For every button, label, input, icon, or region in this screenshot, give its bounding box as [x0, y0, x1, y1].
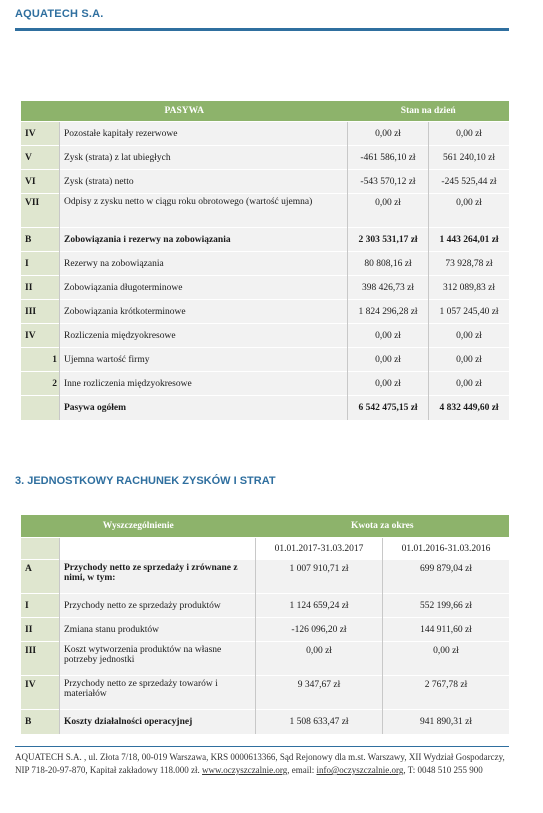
- row-label: Inne rozliczenia międzyokresowe: [60, 372, 348, 396]
- row-value-previous: 552 199,66 zł: [383, 594, 510, 618]
- row-value-current: 1 124 659,24 zł: [256, 594, 383, 618]
- table-row: [21, 618, 509, 642]
- row-value-current: -126 096,20 zł: [256, 618, 383, 642]
- row-label: Przychody netto ze sprzedaży produktów: [60, 594, 256, 618]
- row-value-current: 9 347,67 zł: [256, 676, 383, 710]
- table-row: [21, 252, 509, 276]
- row-value-previous: 4 832 449,60 zł: [429, 396, 510, 420]
- row-value-previous: 0,00 zł: [429, 122, 510, 146]
- row-label: Zobowiązania długoterminowe: [60, 276, 348, 300]
- row-id: III: [21, 300, 60, 324]
- row-label: Rezerwy na zobowiązania: [60, 252, 348, 276]
- row-value-previous: 941 890,31 zł: [383, 710, 510, 734]
- row-id: V: [21, 146, 60, 170]
- row-label: Przychody netto ze sprzedaży towarów i materiałów: [60, 676, 256, 710]
- row-label: Zmiana stanu produktów: [60, 618, 256, 642]
- row-id: 1: [21, 348, 60, 372]
- period-current: 01.01.2017-31.03.2017: [256, 538, 383, 560]
- table-row: [21, 300, 509, 324]
- row-value-current: 1 007 910,71 zł: [256, 560, 383, 594]
- row-value-previous: 0,00 zł: [429, 348, 510, 372]
- row-id: VI: [21, 170, 60, 194]
- row-id: B: [21, 710, 60, 734]
- row-value-previous: 144 911,60 zł: [383, 618, 510, 642]
- period-previous: 01.01.2016-31.03.2016: [383, 538, 510, 560]
- row-value-current: 0,00 zł: [348, 372, 429, 396]
- row-value-current: 0,00 zł: [256, 642, 383, 676]
- row-label: Pasywa ogółem: [60, 396, 348, 420]
- period-amount-header: Kwota za okres: [256, 515, 510, 538]
- table-row: [21, 324, 509, 348]
- passives-header: PASYWA: [21, 101, 348, 122]
- row-label: Odpisy z zysku netto w ciągu roku obrotowego (wartość ujemna): [60, 194, 348, 228]
- row-id: IV: [21, 324, 60, 348]
- row-value-current: 2 303 531,17 zł: [348, 228, 429, 252]
- table-row: [21, 194, 509, 228]
- footer-email-link[interactable]: info@oczyszczalnie.org: [316, 765, 404, 775]
- row-value-previous: 0,00 zł: [429, 194, 510, 228]
- row-id: I: [21, 594, 60, 618]
- row-id: IV: [21, 676, 60, 710]
- row-value-previous: -245 525,44 zł: [429, 170, 510, 194]
- row-value-current: 398 426,73 zł: [348, 276, 429, 300]
- table-row: [21, 348, 509, 372]
- footer: [15, 751, 509, 777]
- row-value-previous: 0,00 zł: [429, 372, 510, 396]
- table-row: [21, 642, 509, 676]
- row-value-previous: 699 879,04 zł: [383, 560, 510, 594]
- row-id: I: [21, 252, 60, 276]
- row-label: Zobowiązania krótkoterminowe: [60, 300, 348, 324]
- table-row: [21, 710, 509, 734]
- row-label: Koszt wytworzenia produktów na własne potrzeby jednostki: [60, 642, 256, 676]
- row-id: A: [21, 560, 60, 594]
- footer-website-link[interactable]: www.oczyszczalnie.org: [202, 765, 288, 775]
- row-value-previous: 1 057 245,40 zł: [429, 300, 510, 324]
- company-name: AQUATECH S.A.: [15, 8, 104, 20]
- row-value-previous: 1 443 264,01 zł: [429, 228, 510, 252]
- table-row: [21, 276, 509, 300]
- row-value-current: 0,00 zł: [348, 194, 429, 228]
- row-id: [21, 396, 60, 420]
- income-statement-table: [21, 515, 509, 734]
- row-id: 2: [21, 372, 60, 396]
- row-id: II: [21, 276, 60, 300]
- row-value-current: 0,00 zł: [348, 122, 429, 146]
- income-header-row: [21, 515, 509, 538]
- row-value-current: 6 542 475,15 zł: [348, 396, 429, 420]
- row-value-previous: 2 767,78 zł: [383, 676, 510, 710]
- header-divider: [15, 28, 509, 31]
- footer-email-label: , email:: [287, 765, 315, 775]
- footer-divider: [15, 746, 509, 747]
- footer-phone: , T: 0048 510 255 900: [403, 765, 483, 775]
- row-value-previous: 312 089,83 zł: [429, 276, 510, 300]
- row-id: II: [21, 618, 60, 642]
- row-label: Zobowiązania i rezerwy na zobowiązania: [60, 228, 348, 252]
- row-label: Zysk (strata) z lat ubiegłych: [60, 146, 348, 170]
- table-row: [21, 594, 509, 618]
- passives-header-row: [21, 101, 509, 122]
- row-id: VII: [21, 194, 60, 228]
- row-label: [60, 538, 256, 560]
- table-row: [21, 122, 509, 146]
- row-value-current: -461 586,10 zł: [348, 146, 429, 170]
- row-id: B: [21, 228, 60, 252]
- row-value-current: -543 570,12 zł: [348, 170, 429, 194]
- row-value-previous: 0,00 zł: [383, 642, 510, 676]
- row-value-current: 80 808,16 zł: [348, 252, 429, 276]
- row-label: Pozostałe kapitały rezerwowe: [60, 122, 348, 146]
- row-label: Koszty działalności operacyjnej: [60, 710, 256, 734]
- row-value-current: 1 824 296,28 zł: [348, 300, 429, 324]
- row-label: Ujemna wartość firmy: [60, 348, 348, 372]
- footer-company-info: AQUATECH S.A. , ul. Złota 7/18, 00-019 Warszawa, KRS 0000613366, Sąd Rejonowy dla m.st. Warszawy, XII Wydział Gospodarczy, NIP 718-20-97-870, Kapitał zakładowy 118.000 zł.: [15, 752, 505, 775]
- row-id: III: [21, 642, 60, 676]
- row-value-previous: 561 240,10 zł: [429, 146, 510, 170]
- row-value-current: 0,00 zł: [348, 324, 429, 348]
- table-row: [21, 228, 509, 252]
- table-row: [21, 170, 509, 194]
- row-label: Zysk (strata) netto: [60, 170, 348, 194]
- row-value-previous: 0,00 zł: [429, 324, 510, 348]
- description-header: Wyszczególnienie: [21, 515, 256, 538]
- row-id: [21, 538, 60, 560]
- row-label: Rozliczenia międzyokresowe: [60, 324, 348, 348]
- table-row: [21, 676, 509, 710]
- row-label: Przychody netto ze sprzedaży i zrównane z nimi, w tym:: [60, 560, 256, 594]
- table-row-total: [21, 396, 509, 420]
- table-row: [21, 560, 509, 594]
- period-row: [21, 538, 509, 560]
- table-row: [21, 372, 509, 396]
- row-value-current: 1 508 633,47 zł: [256, 710, 383, 734]
- date-header: Stan na dzień: [348, 101, 510, 122]
- table-row: [21, 146, 509, 170]
- row-value-previous: 73 928,78 zł: [429, 252, 510, 276]
- row-value-current: 0,00 zł: [348, 348, 429, 372]
- passives-table: [21, 101, 509, 420]
- section-title: 3. JEDNOSTKOWY RACHUNEK ZYSKÓW I STRAT: [15, 475, 276, 487]
- row-id: IV: [21, 122, 60, 146]
